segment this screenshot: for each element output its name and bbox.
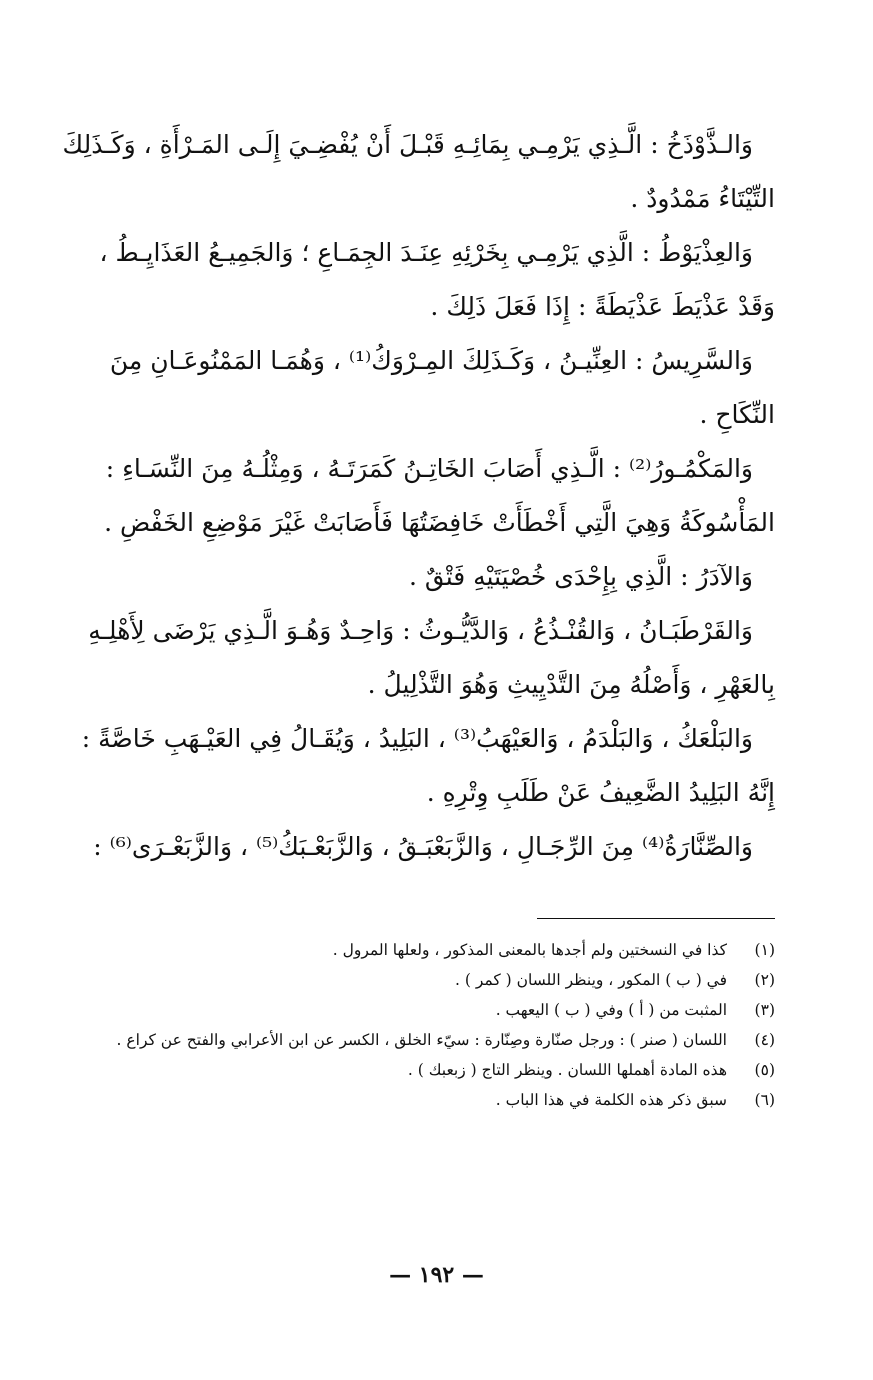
footnote-text: في ( ب ) المكور ، وينظر اللسان ( كمر ) .: [454, 971, 727, 989]
footnote-number: (٢): [754, 971, 775, 989]
text-line: النِّكَاحِ .: [699, 400, 775, 429]
footnote-4: [30, 1025, 775, 1055]
footnote-3: [30, 995, 775, 1025]
footnote-number: (٦): [754, 1091, 775, 1109]
footnote-text: كذا في النسختين ولم أجدها بالمعنى المذكور ، ولعلها المرول .: [332, 941, 727, 959]
text-line: المَأْسُوكَةُ وَهِيَ الَّتِي أَخْطَأَتْ خَافِضَتُهَا فَأَصَابَتْ غَيْرَ مَوْضِعِ الخَفْضِ .: [104, 508, 775, 537]
main-text: [38, 118, 775, 874]
paragraph-dhawdhakh: [38, 118, 775, 226]
text-line: وَالصِّنَّارَةُ⁽⁴⁾ مِنَ الرِّجَـالِ ، وَالزَّبَعْبَـقُ ، وَالزَّبَعْـبَكُ⁽⁵⁾ ، وَالزَّبَعْـرَى⁽⁶⁾ :: [93, 832, 753, 861]
footnote-1: [30, 935, 775, 965]
text-line: وَالقَرْطَبَـانُ ، وَالقُنْـذُعُ ، وَالدَّيُّـوثُ : وَاحِـدٌ وَهُـوَ الَّـذِي يَرْضَى لِأَهْلِـهِ: [88, 616, 753, 645]
paragraph-adar: [38, 550, 775, 604]
text-line: وَالسَّرِيسُ : العِنِّيـنُ ، وَكَـذَلِكَ المِـرْوَكُ⁽¹⁾ ، وَهُمَـا المَمْنُوعَـانِ مِنَ: [109, 346, 753, 375]
footnote-separator: [537, 918, 775, 919]
paragraph-sinnara: [38, 820, 775, 874]
footnote-2: [30, 965, 775, 995]
footnote-text: هذه المادة أهملها اللسان . وينظر التاج ( زبعبك ) .: [407, 1061, 727, 1079]
footnote-5: [30, 1055, 775, 1085]
footnote-text: المثبت من ( أ ) وفي ( ب ) اليعهب .: [495, 1001, 727, 1019]
footnotes: [30, 935, 775, 1115]
text-line: التِّيْتَاءُ مَمْدُودٌ .: [630, 184, 775, 213]
text-line: وَالـذَّوْذَخُ : الَّـذِي يَرْمِـي بِمَائِـهِ قَبْـلَ أَنْ يُفْضِـيَ إِلَـى المَـرْأَةِ ، وَكَـذَلِكَ: [62, 130, 753, 159]
text-line: وَقَدْ عَذْيَطَ عَذْيَطَةً : إِذَا فَعَلَ ذَلِكَ .: [430, 292, 775, 321]
footnote-number: (٥): [754, 1061, 775, 1079]
footnote-text: اللسان ( صنر ) : ورجل صنّارة وصِنّارة : سيّء الخلق ، الكسر عن ابن الأعرابي والفتح عن كراع .: [116, 1031, 727, 1049]
footnote-number: (٣): [754, 1001, 775, 1019]
text-line: وَالمَكْمُـورُ⁽²⁾ : الَّـذِي أَصَابَ الخَاتِـنُ كَمَرَتَـهُ ، وَمِثْلُـهُ مِنَ النِّسَـاءِ :: [105, 454, 753, 483]
text-line: وَالآدَرُ : الَّذِي بِإِحْدَى خُصْيَتَيْهِ فَتْقٌ .: [408, 562, 753, 591]
footnote-number: (١): [754, 941, 775, 959]
footnote-text: سبق ذكر هذه الكلمة في هذا الباب .: [495, 1091, 727, 1109]
paragraph-idhyawt: [38, 226, 775, 334]
footnote-6: [30, 1085, 775, 1115]
text-line: إِنَّهُ البَلِيدُ الضَّعِيفُ عَنْ طَلَبِ وِتْرِهِ .: [426, 778, 775, 807]
paragraph-qartaban: [38, 604, 775, 712]
paragraph-balak: [38, 712, 775, 820]
text-line: وَالبَلْعَكُ ، وَالبَلْدَمُ ، وَالعَيْهَبُ⁽³⁾ ، البَلِيدُ ، وَيُقَـالُ فِي العَيْـهَبِ خَاصَّةً :: [81, 724, 753, 753]
paragraph-makmur: [38, 442, 775, 550]
paragraph-saris: [38, 334, 775, 442]
page-number: — ١٩٢ —: [389, 1262, 484, 1288]
footnote-number: (٤): [754, 1031, 775, 1049]
text-line: بِالعَهْرِ ، وَأَصْلُهُ مِنَ التَّدْيِيثِ وَهُوَ التَّذْلِيلُ .: [367, 670, 775, 699]
text-line: وَالعِذْيَوْطُ : الَّذِي يَرْمِـي بِخَرْئِهِ عِنَـدَ الجِمَـاعِ ؛ وَالجَمِيـعُ العَذَايِـطُ ،: [99, 238, 753, 267]
